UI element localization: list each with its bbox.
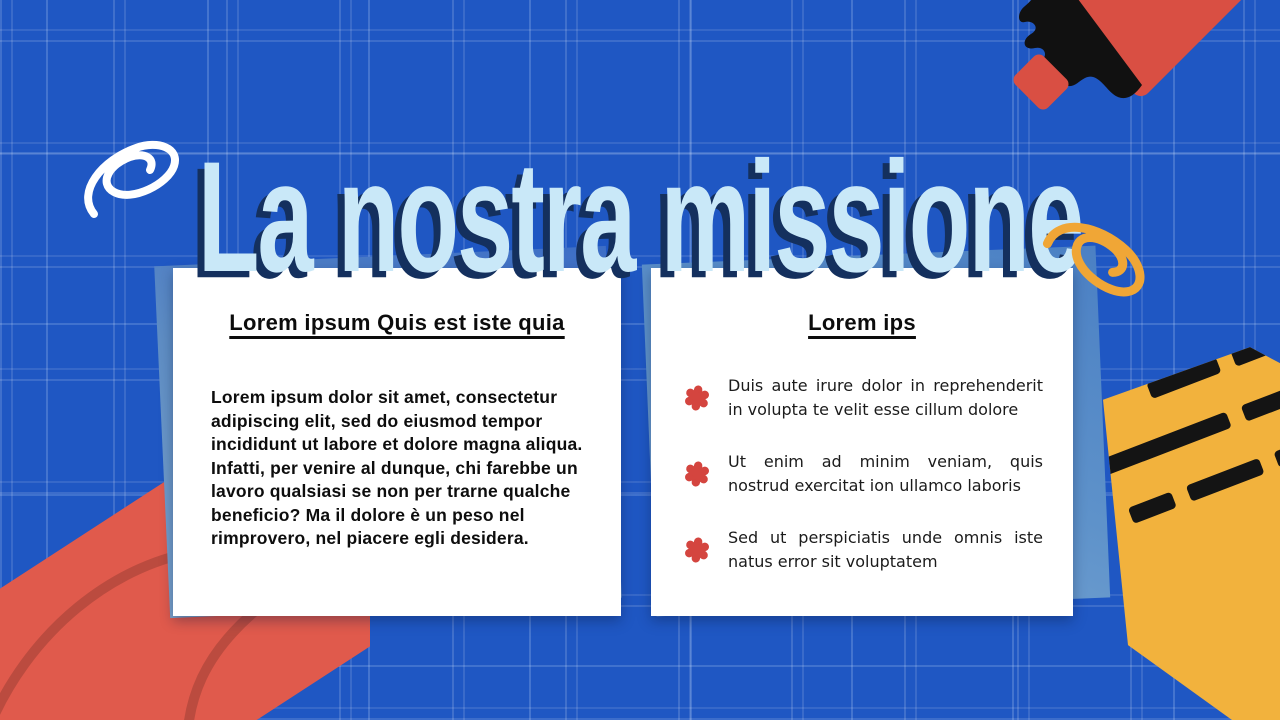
paperclip-doodle-icon [1040, 208, 1150, 326]
bullet-text: Ut enim ad minim veniam, quis nostrud exercitat ion ullamco laboris [728, 452, 1043, 495]
list-item [683, 374, 1043, 422]
bullet-text: Duis aute irure dolor in reprehenderit in volupta te velit esse cillum dolore [728, 376, 1043, 419]
page-title: La nostra missione [197, 130, 1083, 306]
list-item [683, 450, 1043, 498]
right-card-heading: Lorem ips [808, 310, 916, 335]
asterisk-icon [683, 460, 711, 488]
list-item [683, 526, 1043, 574]
bullet-text: Sed ut perspiciatis unde omnis iste natus error sit voluptatem [728, 528, 1043, 571]
right-text-card [651, 268, 1073, 616]
left-card-heading: Lorem ipsum Quis est iste quia [229, 310, 565, 335]
asterisk-icon [683, 384, 711, 412]
left-card-body: Lorem ipsum dolor sit amet, consectetur adipiscing elit, sed do eiusmod tempor incididunt ut labore et dolore magna aliqua. Infatti, per venire al dunque, chi farebbe un lavoro qualsiasi se non per trarne qualche beneficio? Ma il dolore è un peso nel rimprovero, nel piacere egli desidera. [211, 387, 583, 548]
sticky-note-icon [1080, 330, 1280, 720]
bullet-list [683, 374, 1043, 574]
asterisk-icon [683, 536, 711, 564]
left-text-card [173, 268, 621, 616]
